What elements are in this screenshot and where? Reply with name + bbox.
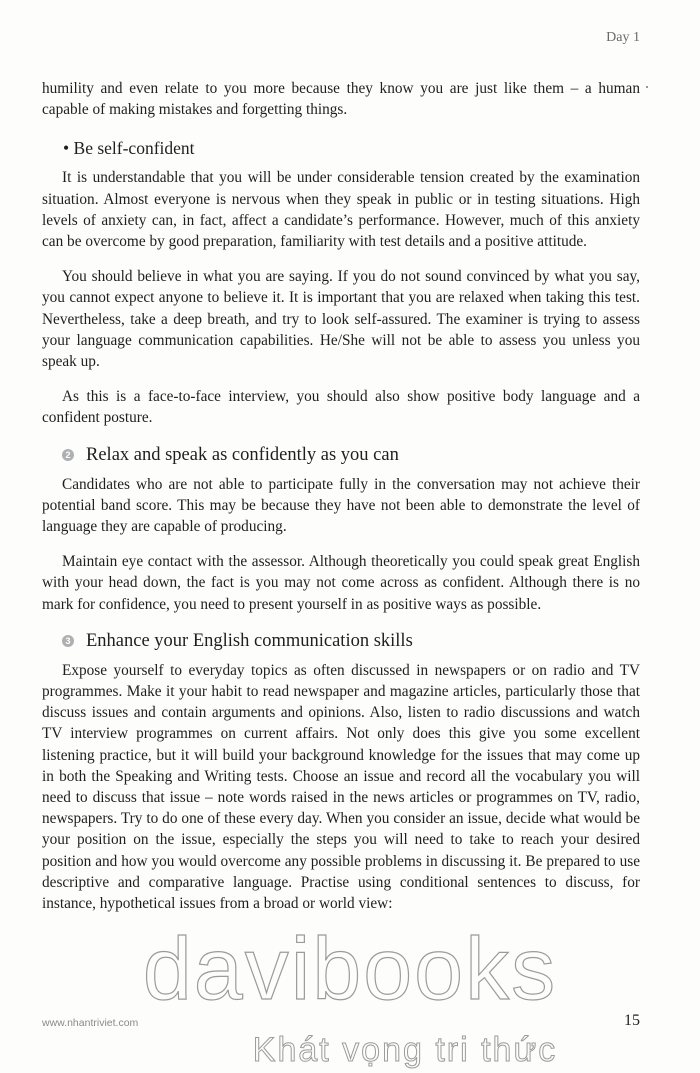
section-heading-text: Relax and speak as confidently as you can: [86, 444, 399, 465]
bullet-heading: [63, 138, 640, 159]
page-edge-mark: [646, 86, 648, 88]
page-number: 15: [624, 1012, 640, 1029]
section-heading-3: [62, 631, 640, 652]
footer-url: www.nhantriviet.com: [42, 1017, 139, 1029]
paragraph-section2-2: Maintain eye contact with the assessor. Although theoretically you could speak great English with your head down, the fact is you may not come across as confident. Although there is no mark for confidence, you need to present yourself in as positive ways as possible.: [42, 553, 640, 613]
number-circle-icon: 2: [62, 449, 74, 461]
paragraph-section2-1: Candidates who are not able to participate fully in the conversation may not achieve their potential band score. This may be because they have not been able to demonstrate the level of language they are capable of producing.: [42, 475, 640, 536]
paragraph-section3-1: Expose yourself to everyday topics as often discussed in newspapers or on radio and TV programmes. Make it your habit to read newspaper and magazine articles, particularly those that discuss issues and contain arguments and opinions. Also, listen to radio discussions and watch TV interview programmes on current affairs. Not only does this give you some excellent listening practice, but it will build your background knowledge for the issues that may come up in both the Speaking and Writing tests. Choose an issue and record all the vocabulary you will need to discuss that issue – note words raised in the news articles or programmes on TV, radio, newspapers. Try to do one of these every day. When you consider an issue, decide what would be your position on the issue, especially the steps you will need to take to reach your desired position and how you would overcome any possible problems in discussing it. Be prepared to use descriptive and comparative language. Practise using conditional sentences to discuss, for instance, hypothetical issues from a broad or world view:: [42, 661, 640, 913]
page-body: [42, 78, 640, 914]
section-heading-2: [62, 445, 640, 466]
paragraph-self-confident-2: You should believe in what you are saying. If you do not sound convinced by what you say, you cannot expect anyone to believe it. It is important that you are relaxed when taking this test. Nevertheless, take a deep breath, and try to look self-assured. The examiner is trying to assess your language communication capabilities. He/She will not be able to assess you unless you speak up.: [42, 268, 640, 371]
paragraph-self-confident-1: It is understandable that you will be under considerable tension created by the examination situation. Almost everyone is nervous when they speak in public or in testing situations. High levels of anxiety can, in fact, affect a candidate’s performance. However, much of this anxiety can be overcome by good preparation, familiarity with test details and a positive attitude.: [42, 169, 640, 251]
bullet-heading-text: Be self-confident: [73, 138, 195, 159]
bullet-icon: •: [63, 138, 70, 159]
paragraph-self-confident-3: As this is a face-to-face interview, you should also show positive body language and a confident posture.: [42, 388, 640, 427]
section-heading-text: Enhance your English communication skills: [86, 630, 413, 651]
watermark-slogan: Khát vọng tri thức: [252, 1031, 558, 1069]
running-head: Day 1: [606, 30, 640, 45]
number-circle-icon: 3: [62, 635, 74, 647]
watermark-brand: davibooks: [142, 919, 558, 1018]
paragraph-intro: humility and even relate to you more because they know you are just like them – a human capable of making mistakes and forgetting things.: [42, 80, 640, 119]
